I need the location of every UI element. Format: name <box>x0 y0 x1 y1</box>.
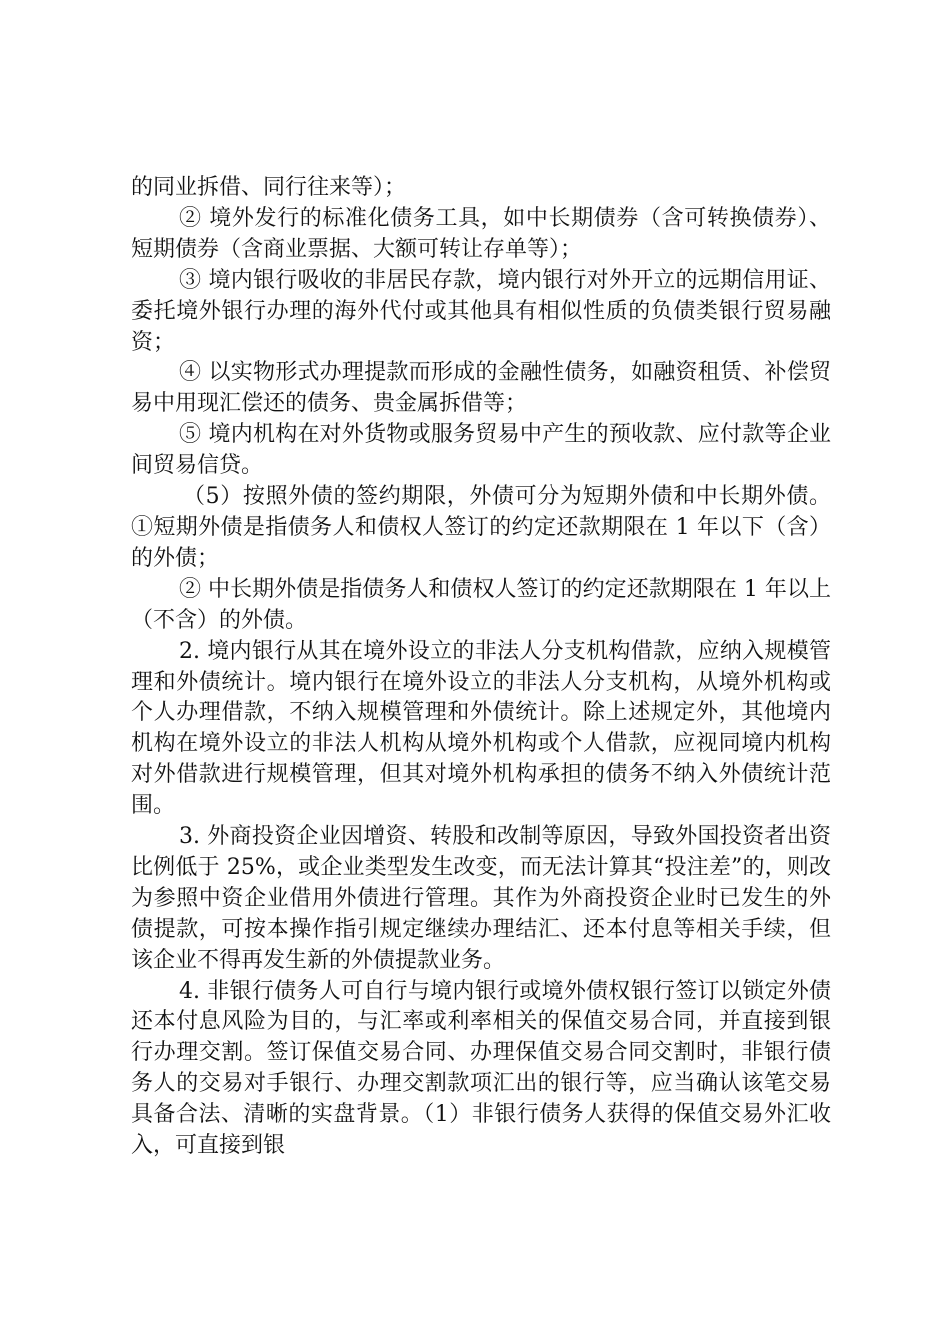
paragraph-item-5: ⑤ 境内机构在对外货物或服务贸易中产生的预收款、应付款等企业间贸易信贷。 <box>131 422 831 479</box>
paragraph-item-2: ② 境外发行的标准化债务工具，如中长期债券（含可转换债券）、短期债券（含商业票据、大额可转让存单等）； <box>131 205 831 262</box>
paragraph-term-classification: （5）按照外债的签约期限，外债可分为短期外债和中长期外债。①短期外债是指债务人和债权人签订的约定还款期限在 1 年以下（含）的外债； <box>131 484 831 571</box>
paragraph-item-4: ④ 以实物形式办理提款而形成的金融性债务，如融资租赁、补偿贸易中用现汇偿还的债务、贵金属拆借等； <box>131 360 831 417</box>
paragraph-section-3: 3. 外商投资企业因增资、转股和改制等原因，导致外国投资者出资比例低于 25%，或企业类型发生改变，而无法计算其“投注差”的，则改为参照中资企业借用外债进行管理。其作为外商投资企业时已发生的外债提款，可按本操作指引规定继续办理结汇、还本付息等相关手续，但该企业不得再发生新的外债提款业务。 <box>131 824 831 973</box>
paragraph-long-term-debt: ② 中长期外债是指债务人和债权人签订的约定还款期限在 1 年以上（不含）的外债。 <box>131 576 831 633</box>
paragraph-section-2: 2. 境内银行从其在境外设立的非法人分支机构借款，应纳入规模管理和外债统计。境内银行在境外设立的非法人分支机构，从境外机构或个人办理借款，不纳入规模管理和外债统计。除上述规定外，其他境内机构在境外设立的非法人机构从境外机构或个人借款，应视同境内机构对外借款进行规模管理，但其对境外机构承担的债务不纳入外债统计范围。 <box>131 638 831 819</box>
paragraph-continuation: 的同业拆借、同行往来等）； <box>131 175 407 200</box>
paragraph-item-3: ③ 境内银行吸收的非居民存款，境内银行对外开立的远期信用证、委托境外银行办理的海外代付或其他具有相似性质的负债类银行贸易融资； <box>131 267 831 355</box>
document-body <box>131 173 831 1162</box>
paragraph-section-4: 4. 非银行债务人可自行与境内银行或境外债权银行签订以锁定外债还本付息风险为目的，与汇率或利率相关的保值交易合同，并直接到银行办理交割。签订保值交易合同、办理保值交易合同交割时，非银行债务人的交易对手银行、办理交割款项汇出的银行等，应当确认该笔交易具备合法、清晰的实盘背景。（1）非银行债务人获得的保值交易外汇收入，可直接到银 <box>131 978 831 1159</box>
